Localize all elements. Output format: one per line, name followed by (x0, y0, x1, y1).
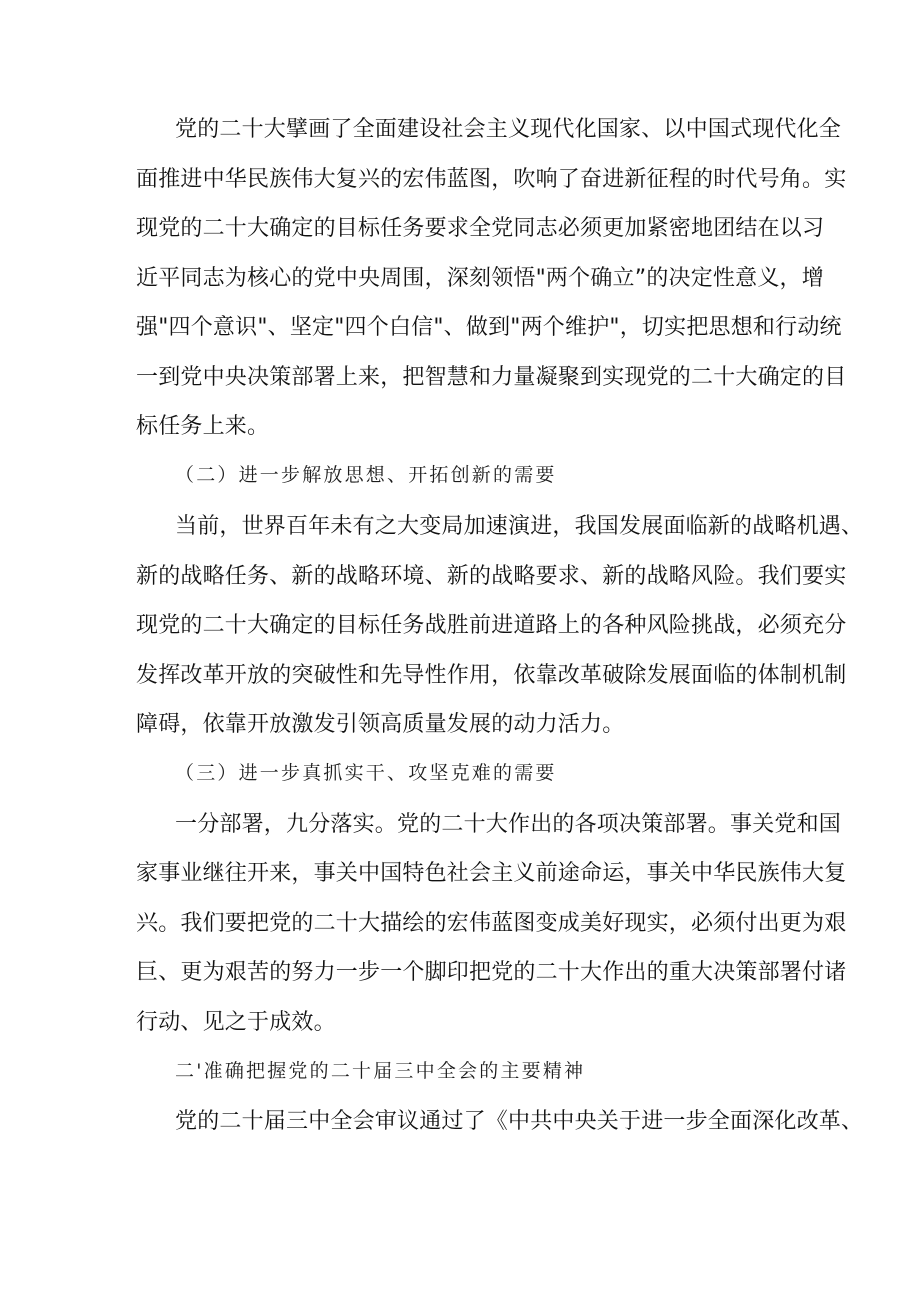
paragraph-1-line-7: 标任务上来。 (136, 414, 270, 439)
paragraph-3-line-1: 一分部署，九分落实。党的二十大作出的各项决策部署。事关党和国 (175, 812, 842, 837)
paragraph-2-line-4: 发挥改革开放的突破性和先导性作用，依靠改革破除发展面临的体制机制 (136, 663, 847, 688)
paragraph-3-line-3: 兴。我们要把党的二十大描绘的宏伟蓝图变成美好现实，必须付出更为艰 (136, 911, 847, 936)
paragraph-1-line-6: 一到党中央决策部署上来，把智慧和力量凝聚到实现党的二十大确定的目 (136, 365, 847, 390)
paragraph-4-line-1: 党的二十届三中全会审议通过了《中共中央关于进一步全面深化改革、 (175, 1109, 864, 1134)
paragraph-1-line-4: 近平同志为核心的党中央周围，深刻领悟"两个确立”的决定性意义，增 (136, 266, 824, 291)
subheading-2: （二）进一步解放思想、开拓创新的需要 (175, 464, 557, 486)
paragraph-2-line-1: 当前，世界百年未有之大变局加速演进，我国发展面临新的战略机遇、 (175, 514, 864, 539)
paragraph-3-line-2: 家事业继往开来，事关中国特色社会主义前途命运，事关中华民族伟大复 (136, 861, 847, 886)
paragraph-1-line-5: 强"四个意识"、坚定"四个白信"、做到"两个维护"，切实把思想和行动统 (136, 315, 842, 340)
paragraph-2-line-3: 现党的二十大确定的目标任务战胜前进道路上的各种风险挑战，必须充分 (136, 613, 847, 638)
paragraph-1-line-2: 面推进中华民族伟大复兴的宏伟蓝图，吹响了奋进新征程的时代号角。实 (136, 167, 847, 192)
paragraph-1-line-3: 现党的二十大确定的目标任务要求全党同志必须更加紧密地团结在以习 (136, 216, 825, 241)
paragraph-3-line-4: 巨、更为艰苦的努力一步一个脚印把党的二十大作出的重大决策部署付诸 (136, 960, 847, 985)
paragraph-2-line-5: 障碍，依靠开放激发引领高质量发展的动力活力。 (136, 712, 625, 737)
paragraph-2-line-2: 新的战略任务、新的战略环境、新的战略要求、新的战略风险。我们要实 (136, 564, 847, 589)
paragraph-3-line-5: 行动、见之于成效。 (136, 1010, 336, 1035)
section-heading-2: 二'准确把握党的二十届三中全会的主要精神 (175, 1060, 586, 1082)
paragraph-1-line-1: 党的二十大擘画了全面建设社会主义现代化国家、以中国式现代化全 (175, 117, 842, 142)
subheading-3: （三）进一步真抓实干、攻坚克难的需要 (175, 762, 557, 784)
